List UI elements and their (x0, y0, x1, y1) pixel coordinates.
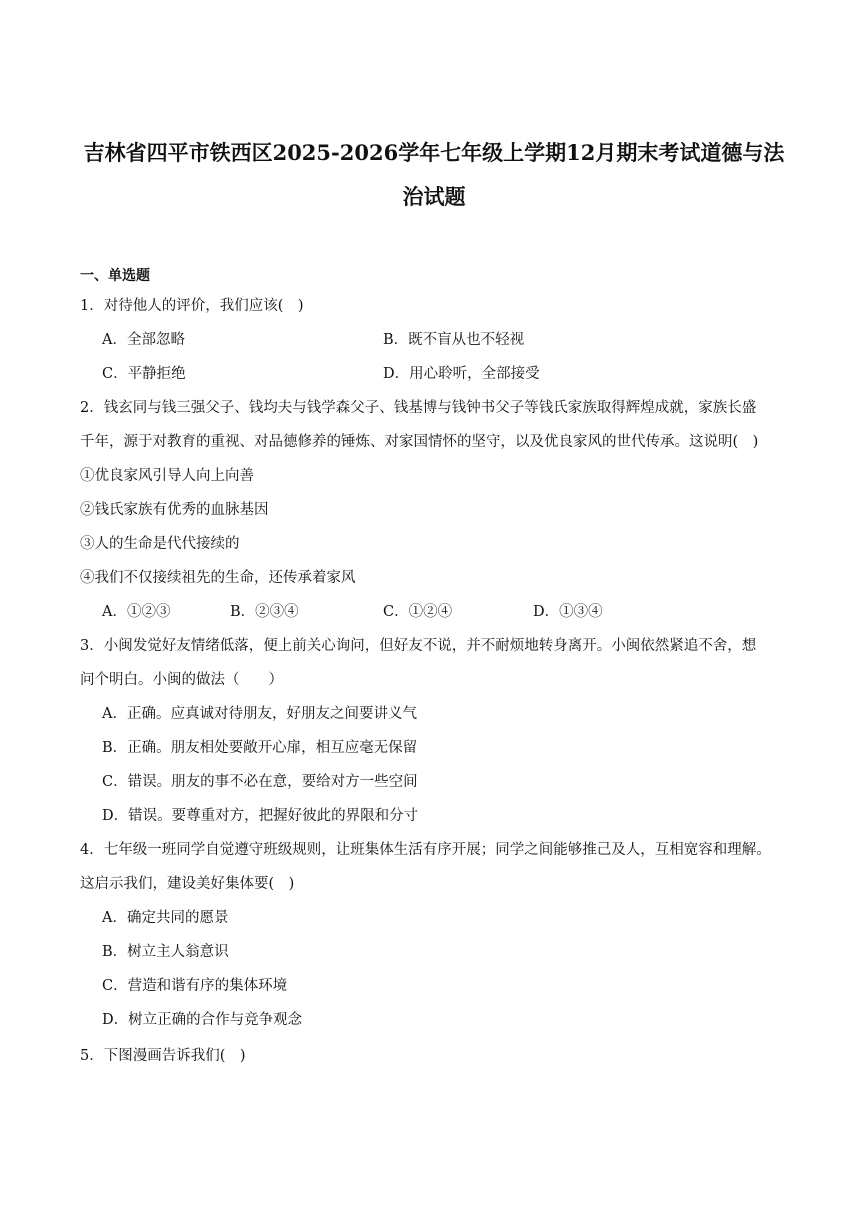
question-2-stem-line-1: 2．钱玄同与钱三强父子、钱均夫与钱学森父子、钱基博与钱钟书父子等钱氏家族取得辉煌成就，家族长盛 (80, 400, 757, 416)
section-heading: 一、单选题 (80, 268, 150, 284)
question-2-option-c: C．①②④ (383, 604, 453, 620)
question-2-option-a: A．①②③ (102, 604, 171, 620)
question-3-stem-line-2: 问个明白。小闽的做法（ ） (80, 672, 283, 688)
exam-title-line-2: 治试题 (402, 184, 466, 209)
question-1-option-d: D．用心聆听，全部接受 (383, 366, 540, 382)
question-1-option-c: C．平静拒绝 (102, 366, 186, 382)
question-1-option-b: B．既不盲从也不轻视 (383, 332, 525, 348)
question-1-option-a: A．全部忽略 (102, 332, 185, 348)
question-2-statement-1: ①优良家风引导人向上向善 (80, 468, 254, 484)
question-3-option-b: B．正确。朋友相处要敞开心扉，相互应毫无保留 (102, 740, 418, 756)
question-3-option-d: D．错误。要尊重对方，把握好彼此的界限和分寸 (102, 808, 419, 824)
question-3-option-a: A．正确。应真诚对待朋友，好朋友之间要讲义气 (102, 706, 417, 722)
question-4-option-a: A．确定共同的愿景 (102, 910, 229, 926)
question-4-option-d: D．树立正确的合作与竞争观念 (102, 1012, 303, 1028)
question-4-stem-line-1: 4．七年级一班同学自觉遵守班级规则，让班集体生活有序开展；同学之间能够推己及人，互相宽容和理解。 (80, 842, 771, 858)
question-3-stem-line-1: 3．小闽发觉好友情绪低落，便上前关心询问，但好友不说，并不耐烦地转身离开。小闽依然紧追不舍，想 (80, 638, 757, 654)
question-2-option-b: B．②③④ (230, 604, 299, 620)
question-2-statement-3: ③人的生命是代代接续的 (80, 536, 240, 552)
question-4-stem-line-2: 这启示我们，建设美好集体要( ) (80, 876, 295, 892)
question-2-stem-line-2: 千年，源于对教育的重视、对品德修养的锤炼、对家国情怀的坚守，以及优良家风的世代传承。这说明( ) (80, 434, 759, 450)
question-2-statement-4: ④我们不仅接续祖先的生命，还传承着家风 (80, 570, 356, 586)
question-4-option-b: B．树立主人翁意识 (102, 944, 229, 960)
question-2-option-d: D．①③④ (533, 604, 603, 620)
exam-title-line-1: 吉林省四平市铁西区2025-2026学年七年级上学期12月期末考试道德与法 (83, 140, 785, 165)
question-3-option-c: C．错误。朋友的事不必在意，要给对方一些空间 (102, 774, 418, 790)
question-1-stem: 1．对待他人的评价，我们应该( ) (80, 298, 304, 314)
question-5-stem: 5．下图漫画告诉我们( ) (80, 1048, 246, 1064)
question-4-option-c: C．营造和谐有序的集体环境 (102, 978, 288, 994)
question-2-statement-2: ②钱氏家族有优秀的血脉基因 (80, 502, 269, 518)
